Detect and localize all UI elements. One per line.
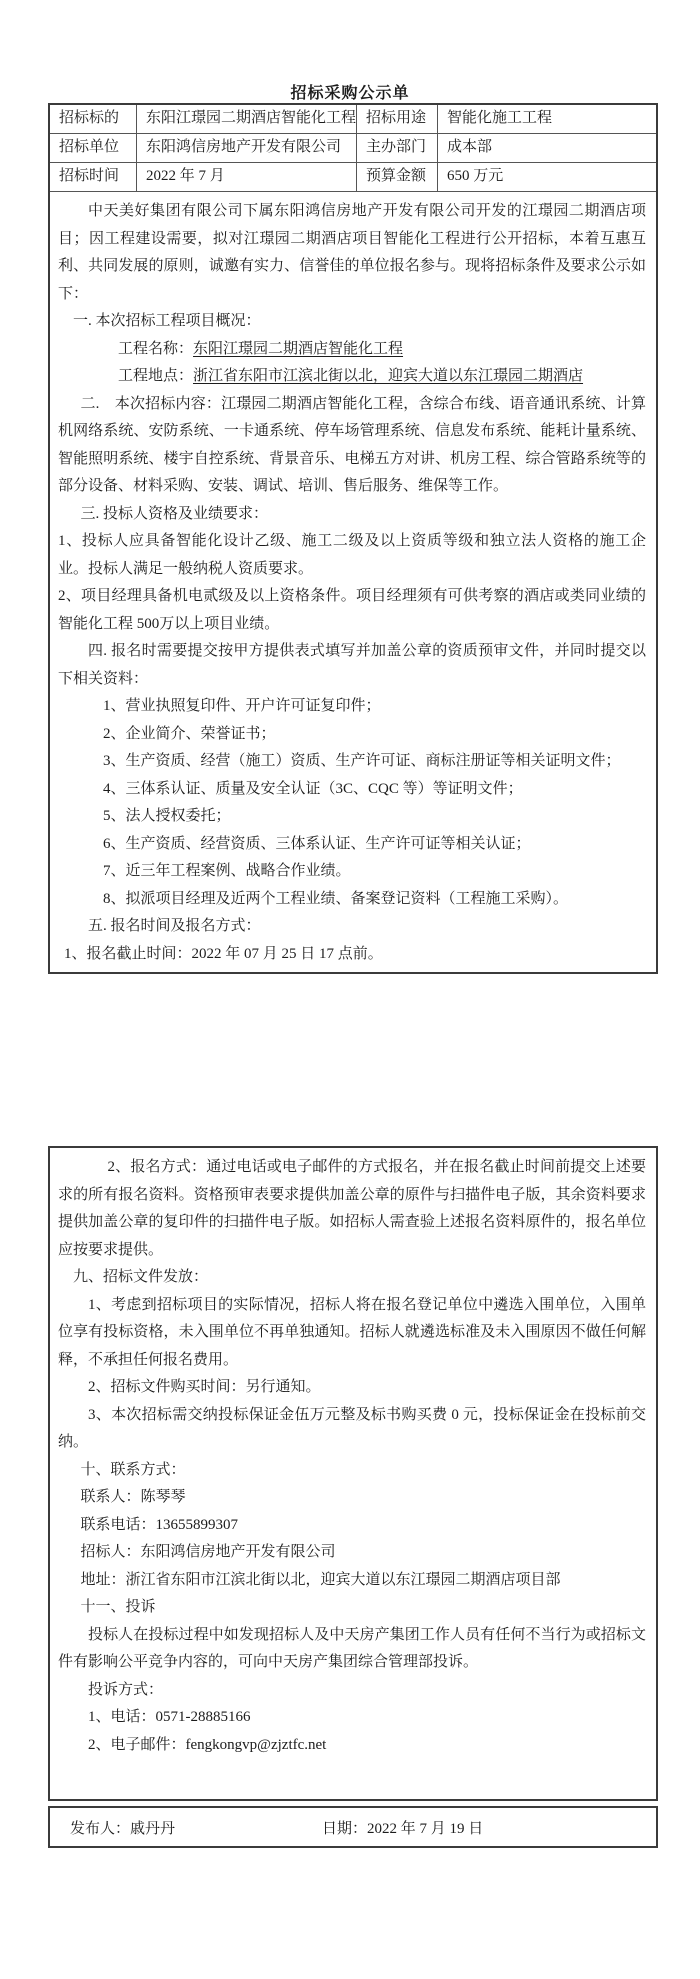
project-name-value: 东阳江璟园二期酒店智能化工程 bbox=[193, 340, 404, 357]
field-label-subject: 招标标的 bbox=[50, 105, 137, 133]
section-heading-11: 十一、投诉 bbox=[80, 1599, 156, 1615]
page-title: 招标采购公示单 bbox=[290, 85, 410, 102]
materials-item: 8、拟派项目经理及近两个工程业绩、备案登记资料（工程施工采购）。 bbox=[103, 890, 569, 907]
page-break-gap bbox=[48, 974, 658, 1146]
project-name-line bbox=[58, 336, 646, 364]
section-heading-9: 九、招标文件发放： bbox=[73, 1269, 209, 1285]
contact-line: 联系人：陈琴琴 bbox=[80, 1489, 186, 1505]
section-heading-5: 五. 报名时间及报名方式： bbox=[88, 918, 261, 934]
field-label-purpose: 招标用途 bbox=[357, 105, 438, 133]
signup-method-paragraph: 2、报名方式：通过电话或电子邮件的方式报名，并在报名截止时间前提交上述要求的所有报名资料。资格预审表要求提供加盖公章的原件与扫描件电子版，其余资料要求提供加盖公章的复印件的扫描件电子版。如招标人需查验上述报名资料原件的，报名单位应按要求提供。 bbox=[58, 1159, 646, 1258]
body-block-1 bbox=[50, 192, 656, 972]
project-site-value: 浙江省东阳市江滨北街以北，迎宾大道以东江璟园二期酒店 bbox=[193, 368, 584, 384]
announcement-box-1 bbox=[48, 103, 658, 974]
complaint-item: 2、电子邮件：fengkongvp@zjztfc.net bbox=[88, 1736, 327, 1753]
table-row bbox=[50, 134, 656, 163]
contact-line: 招标人：东阳鸿信房地产开发有限公司 bbox=[80, 1544, 336, 1560]
issue-item: 3、本次招标需交纳投标保证金伍万元整及标书购买费 0 元，投标保证金在投标前交纳。 bbox=[58, 1406, 646, 1450]
project-name-label: 工程名称： bbox=[118, 340, 194, 357]
materials-item: 5、法人授权委托； bbox=[103, 808, 231, 824]
materials-item: 1、营业执照复印件、开户许可证复印件； bbox=[103, 698, 381, 714]
materials-item: 6、生产资质、经营资质、三体系认证、生产许可证等相关认证； bbox=[103, 835, 531, 852]
contact-line: 地址：浙江省东阳市江滨北街以北，迎宾大道以东江璟园二期酒店项目部 bbox=[80, 1571, 561, 1588]
content-column bbox=[48, 103, 658, 1848]
field-value-budget: 650 万元 bbox=[447, 168, 504, 184]
materials-item: 4、三体系认证、质量及安全认证（3C、CQC 等）等证明文件； bbox=[103, 780, 523, 797]
publish-date-label: 日期：2022 年 7 月 19 日 bbox=[322, 1820, 484, 1837]
qualification-item: 2、项目经理具备机电贰级及以上资格条件。项目经理须有可供考察的酒店或类同业绩的智能化工程 500万以上项目业绩。 bbox=[58, 588, 646, 632]
complaint-method-heading: 投诉方式： bbox=[88, 1681, 164, 1698]
body-block-2 bbox=[50, 1148, 656, 1799]
announcement-box-2 bbox=[48, 1146, 658, 1801]
section-heading-4: 四. 报名时需要提交按甲方提供表式填写并加盖公章的资质预审文件，并同时提交以下相关资料： bbox=[58, 643, 646, 687]
issue-item: 2、招标文件购买时间：另行通知。 bbox=[88, 1379, 321, 1395]
field-value-purpose: 智能化施工工程 bbox=[447, 110, 553, 126]
table-row bbox=[50, 105, 656, 134]
field-label-unit: 招标单位 bbox=[50, 134, 137, 162]
complaint-item: 1、电话：0571-28885166 bbox=[88, 1709, 251, 1725]
materials-item: 3、生产资质、经营（施工）资质、生产许可证、商标注册证等相关证明文件； bbox=[103, 753, 621, 769]
info-table bbox=[50, 105, 656, 192]
materials-item: 2、企业简介、荣誉证书； bbox=[103, 725, 276, 742]
contact-line: 联系电话：13655899307 bbox=[80, 1516, 239, 1533]
field-value-time: 2022 年 7 月 bbox=[137, 163, 357, 191]
project-site-line bbox=[58, 363, 646, 391]
field-value-subject: 东阳江璟园二期酒店智能化工程 bbox=[137, 105, 357, 133]
field-label-time: 招标时间 bbox=[50, 163, 137, 191]
qualification-item: 1、投标人应具备智能化设计乙级、施工二级及以上资质等级和独立法人资格的施工企业。投标人满足一般纳税人资质要求。 bbox=[58, 533, 646, 577]
issue-item: 1、考虑到招标项目的实际情况，招标人将在报名登记单位中遴选入围单位，入围单位享有投标资格，未入围单位不再单独通知。招标人就遴选标准及未入围原因不做任何解释，不承担任何报名费用。 bbox=[58, 1296, 646, 1368]
section-paragraph-2: 二. 本次招标内容：江璟园二期酒店智能化工程，含综合布线、语音通讯系统、计算机网络系统、安防系统、一卡通系统、停车场管理系统、信息发布系统、能耗计量系统、智能照明系统、楼宇自控系统、背景音乐、电梯五方对讲、机房工程、综合管路系统等的部分设备、材料采购、安装、调试、培训、售后服务、维保等工作。 bbox=[58, 395, 646, 494]
signup-deadline-line: 1、报名截止时间：2022 年 07 月 25 日 17 点前。 bbox=[64, 945, 383, 962]
materials-item: 7、近三年工程案例、战略合作业绩。 bbox=[103, 863, 351, 879]
table-row bbox=[50, 163, 656, 192]
section-heading-10: 十、联系方式： bbox=[80, 1461, 186, 1478]
field-value-department: 成本部 bbox=[447, 139, 493, 155]
publisher-label: 发布人：戚丹丹 bbox=[70, 1820, 176, 1837]
complaint-paragraph: 投标人在投标过程中如发现招标人及中天房产集团工作人员有任何不当行为或招标文件有影响公平竞争内容的，可向中天房产集团综合管理部投诉。 bbox=[58, 1626, 646, 1670]
intro-paragraph: 中天美好集团有限公司下属东阳鸿信房地产开发有限公司开发的江璟园二期酒店项目；因工程建设需要，拟对江璟园二期酒店项目智能化工程进行公开招标，本着互惠互利、共同发展的原则，诚邀有实力、信誉佳的单位报名参与。现将招标条件及要求公示如下： bbox=[58, 203, 646, 302]
field-label-department: 主办部门 bbox=[357, 134, 438, 162]
project-site-label: 工程地点： bbox=[118, 368, 194, 384]
section-heading-1: 一. 本次招标工程项目概况： bbox=[73, 313, 261, 329]
footer-row bbox=[48, 1806, 658, 1848]
field-value-unit: 东阳鸿信房地产开发有限公司 bbox=[137, 134, 357, 162]
field-label-budget: 预算金额 bbox=[357, 163, 438, 191]
section-heading-3: 三. 投标人资格及业绩要求： bbox=[80, 505, 269, 522]
